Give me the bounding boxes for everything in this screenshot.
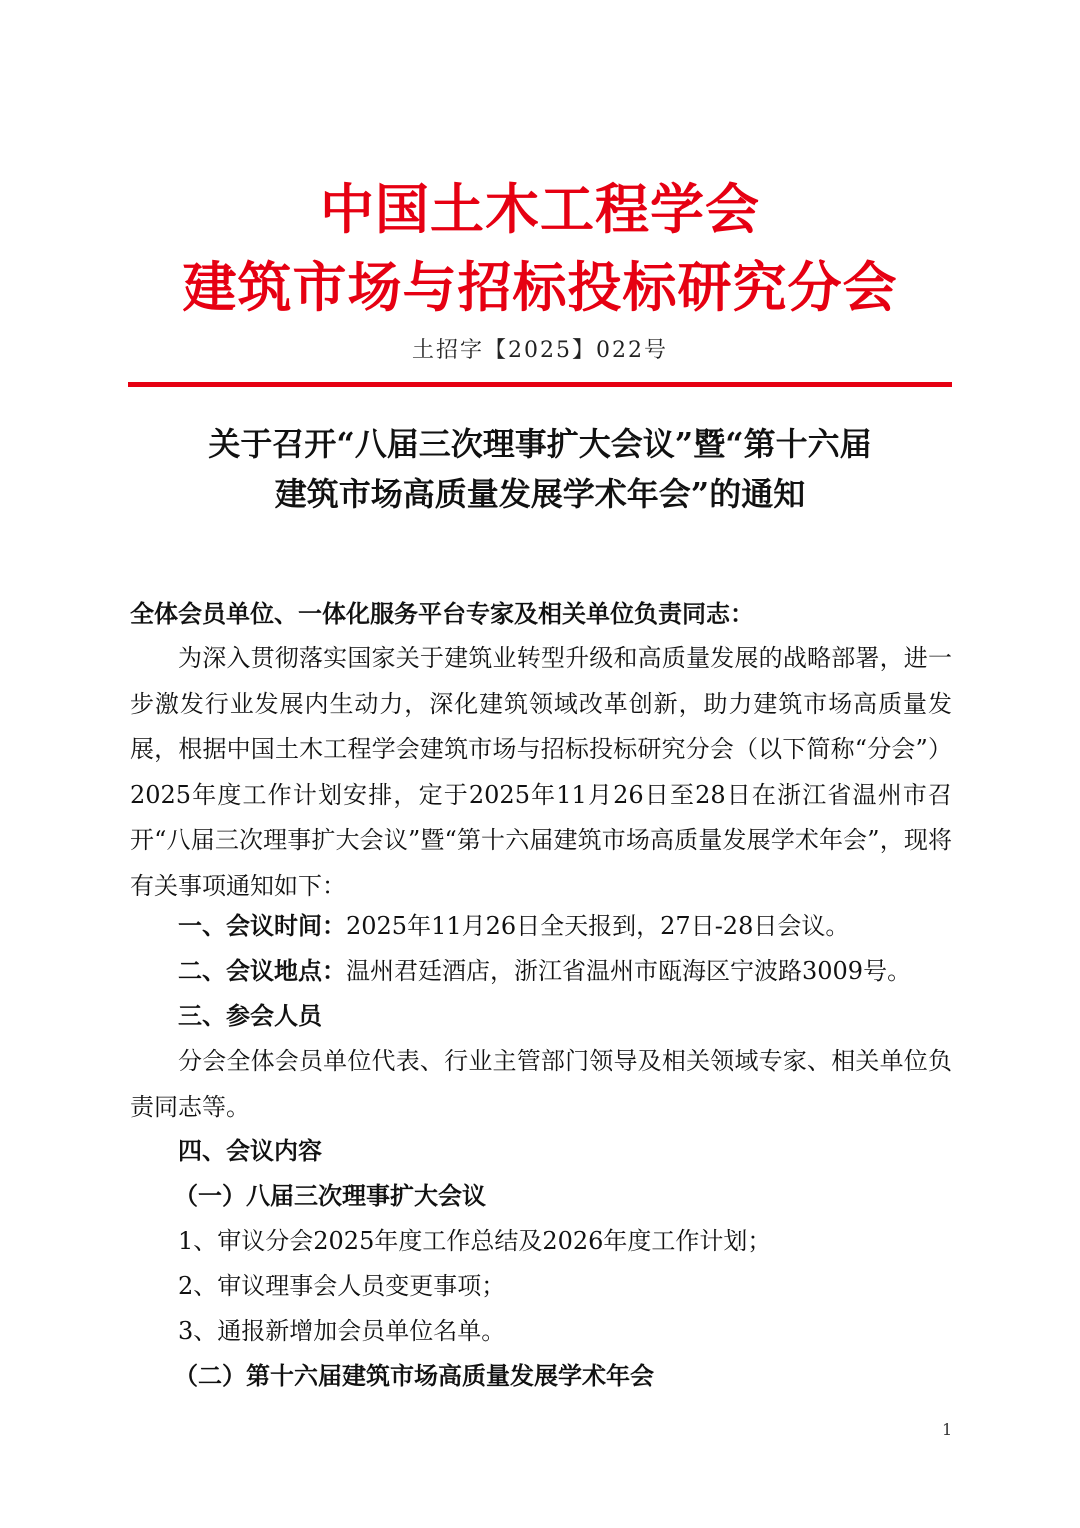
section-attendees-heading: 三、参会人员 [178, 1002, 322, 1030]
section-time-text: 2025年11月26日全天报到，27日-28日会议。 [346, 912, 850, 940]
section-attendees-text: 分会全体会员单位代表、行业主管部门领导及相关领域专家、相关单位负责同志等。 [130, 1047, 952, 1121]
section-content-heading: 四、会议内容 [178, 1137, 322, 1165]
salutation: 全体会员单位、一体化服务平台专家及相关单位负责同志： [130, 600, 754, 628]
agenda-item-3: 3、通报新增加会员单位名单。 [178, 1317, 506, 1345]
section-venue-text: 温州君廷酒店，浙江省温州市瓯海区宁波路3009号。 [346, 957, 912, 985]
notice-title-line2: 建筑市场高质量发展学术年会”的通知 [274, 475, 806, 513]
page-number: 1 [942, 1420, 953, 1439]
notice-title-line1: 关于召开“八届三次理事扩大会议”暨“第十六届 [208, 425, 872, 463]
subsection-forum-heading: （二）第十六届建筑市场高质量发展学术年会 [174, 1362, 654, 1390]
red-divider [128, 382, 952, 387]
organization-name: 中国土木工程学会 [320, 178, 760, 241]
subsection-council-heading: （一）八届三次理事扩大会议 [174, 1182, 486, 1210]
section-time-heading: 一、会议时间： [178, 912, 346, 940]
document-number: 土招字【2025】022号 [412, 338, 668, 363]
agenda-item-2: 2、审议理事会人员变更事项； [178, 1272, 506, 1300]
section-venue-heading: 二、会议地点： [178, 957, 346, 985]
section-time [130, 904, 952, 950]
intro-paragraph: 为深入贯彻落实国家关于建筑业转型升级和高质量发展的战略部署，进一步激发行业发展内生动力，深化建筑领域改革创新，助力建筑市场高质量发展，根据中国土木工程学会建筑市场与招标投标研究分会（以下简称“分会”）2025年度工作计划安排，定于2025年11月26日至28日在浙江省温州市召开“八届三次理事扩大会议”暨“第十六届建筑市场高质量发展学术年会”，现将有关事项通知如下： [130, 644, 952, 900]
branch-name: 建筑市场与招标投标研究分会 [182, 256, 898, 319]
agenda-item-1: 1、审议分会2025年度工作总结及2026年度工作计划； [178, 1227, 772, 1255]
section-venue [130, 949, 952, 995]
